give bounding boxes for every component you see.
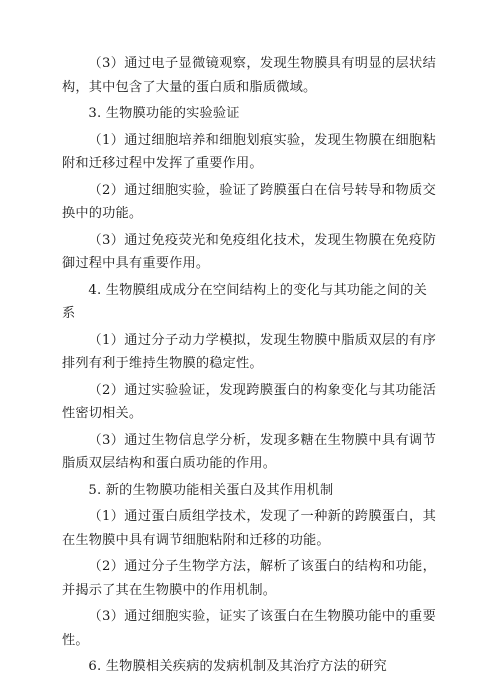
paragraph-item-5-2: （2）通过分子生物学方法，解析了该蛋白的结构和功能，并揭示了其在生物膜中的作用机制。 — [62, 559, 436, 598]
paragraph-item-3-4: （3）通过免疫荧光和免疫组化技术，发现生物膜在免疫防御过程中具有重要作用。 — [62, 232, 436, 271]
paragraph-item-3-2: （1）通过细胞培养和细胞划痕实验，发现生物膜在细胞粘附和迁移过程中发挥了重要作用。 — [62, 132, 436, 171]
paragraph-item-4-2: （2）通过实验验证，发现跨膜蛋白的构象变化与其功能活性密切相关。 — [62, 382, 436, 421]
section-heading-4: 4. 生物膜组成成分在空间结构上的变化与其功能之间的关系 — [62, 282, 428, 321]
paragraph-item-4-1: （1）通过分子动力学模拟，发现生物膜中脂质双层的有序排列有利于维持生物膜的稳定性。 — [62, 332, 436, 371]
paragraph-item-3-1: （3）通过电子显微镜观察，发现生物膜具有明显的层状结构，其中包含了大量的蛋白质和脂质微域。 — [62, 56, 436, 95]
paragraph-item-5-3: （3）通过细胞实验，证实了该蛋白在生物膜功能中的重要性。 — [62, 609, 436, 648]
paragraph-item-3-3: （2）通过细胞实验，验证了跨膜蛋白在信号转导和物质交换中的功能。 — [62, 182, 436, 221]
section-heading-6: 6. 生物膜相关疾病的发病机制及其治疗方法的研究 — [88, 659, 387, 674]
section-heading-5: 5. 新的生物膜功能相关蛋白及其作用机制 — [88, 482, 334, 498]
section-heading-3: 3. 生物膜功能的实验验证 — [88, 106, 240, 121]
paragraph-item-4-3: （3）通过生物信息学分析，发现多糖在生物膜中具有调节脂质双层结构和蛋白质功能的作用。 — [62, 432, 436, 471]
paragraph-item-5-1: （1）通过蛋白质组学技术，发现了一种新的跨膜蛋白，其在生物膜中具有调节细胞粘附和迁移的功能。 — [62, 509, 436, 548]
